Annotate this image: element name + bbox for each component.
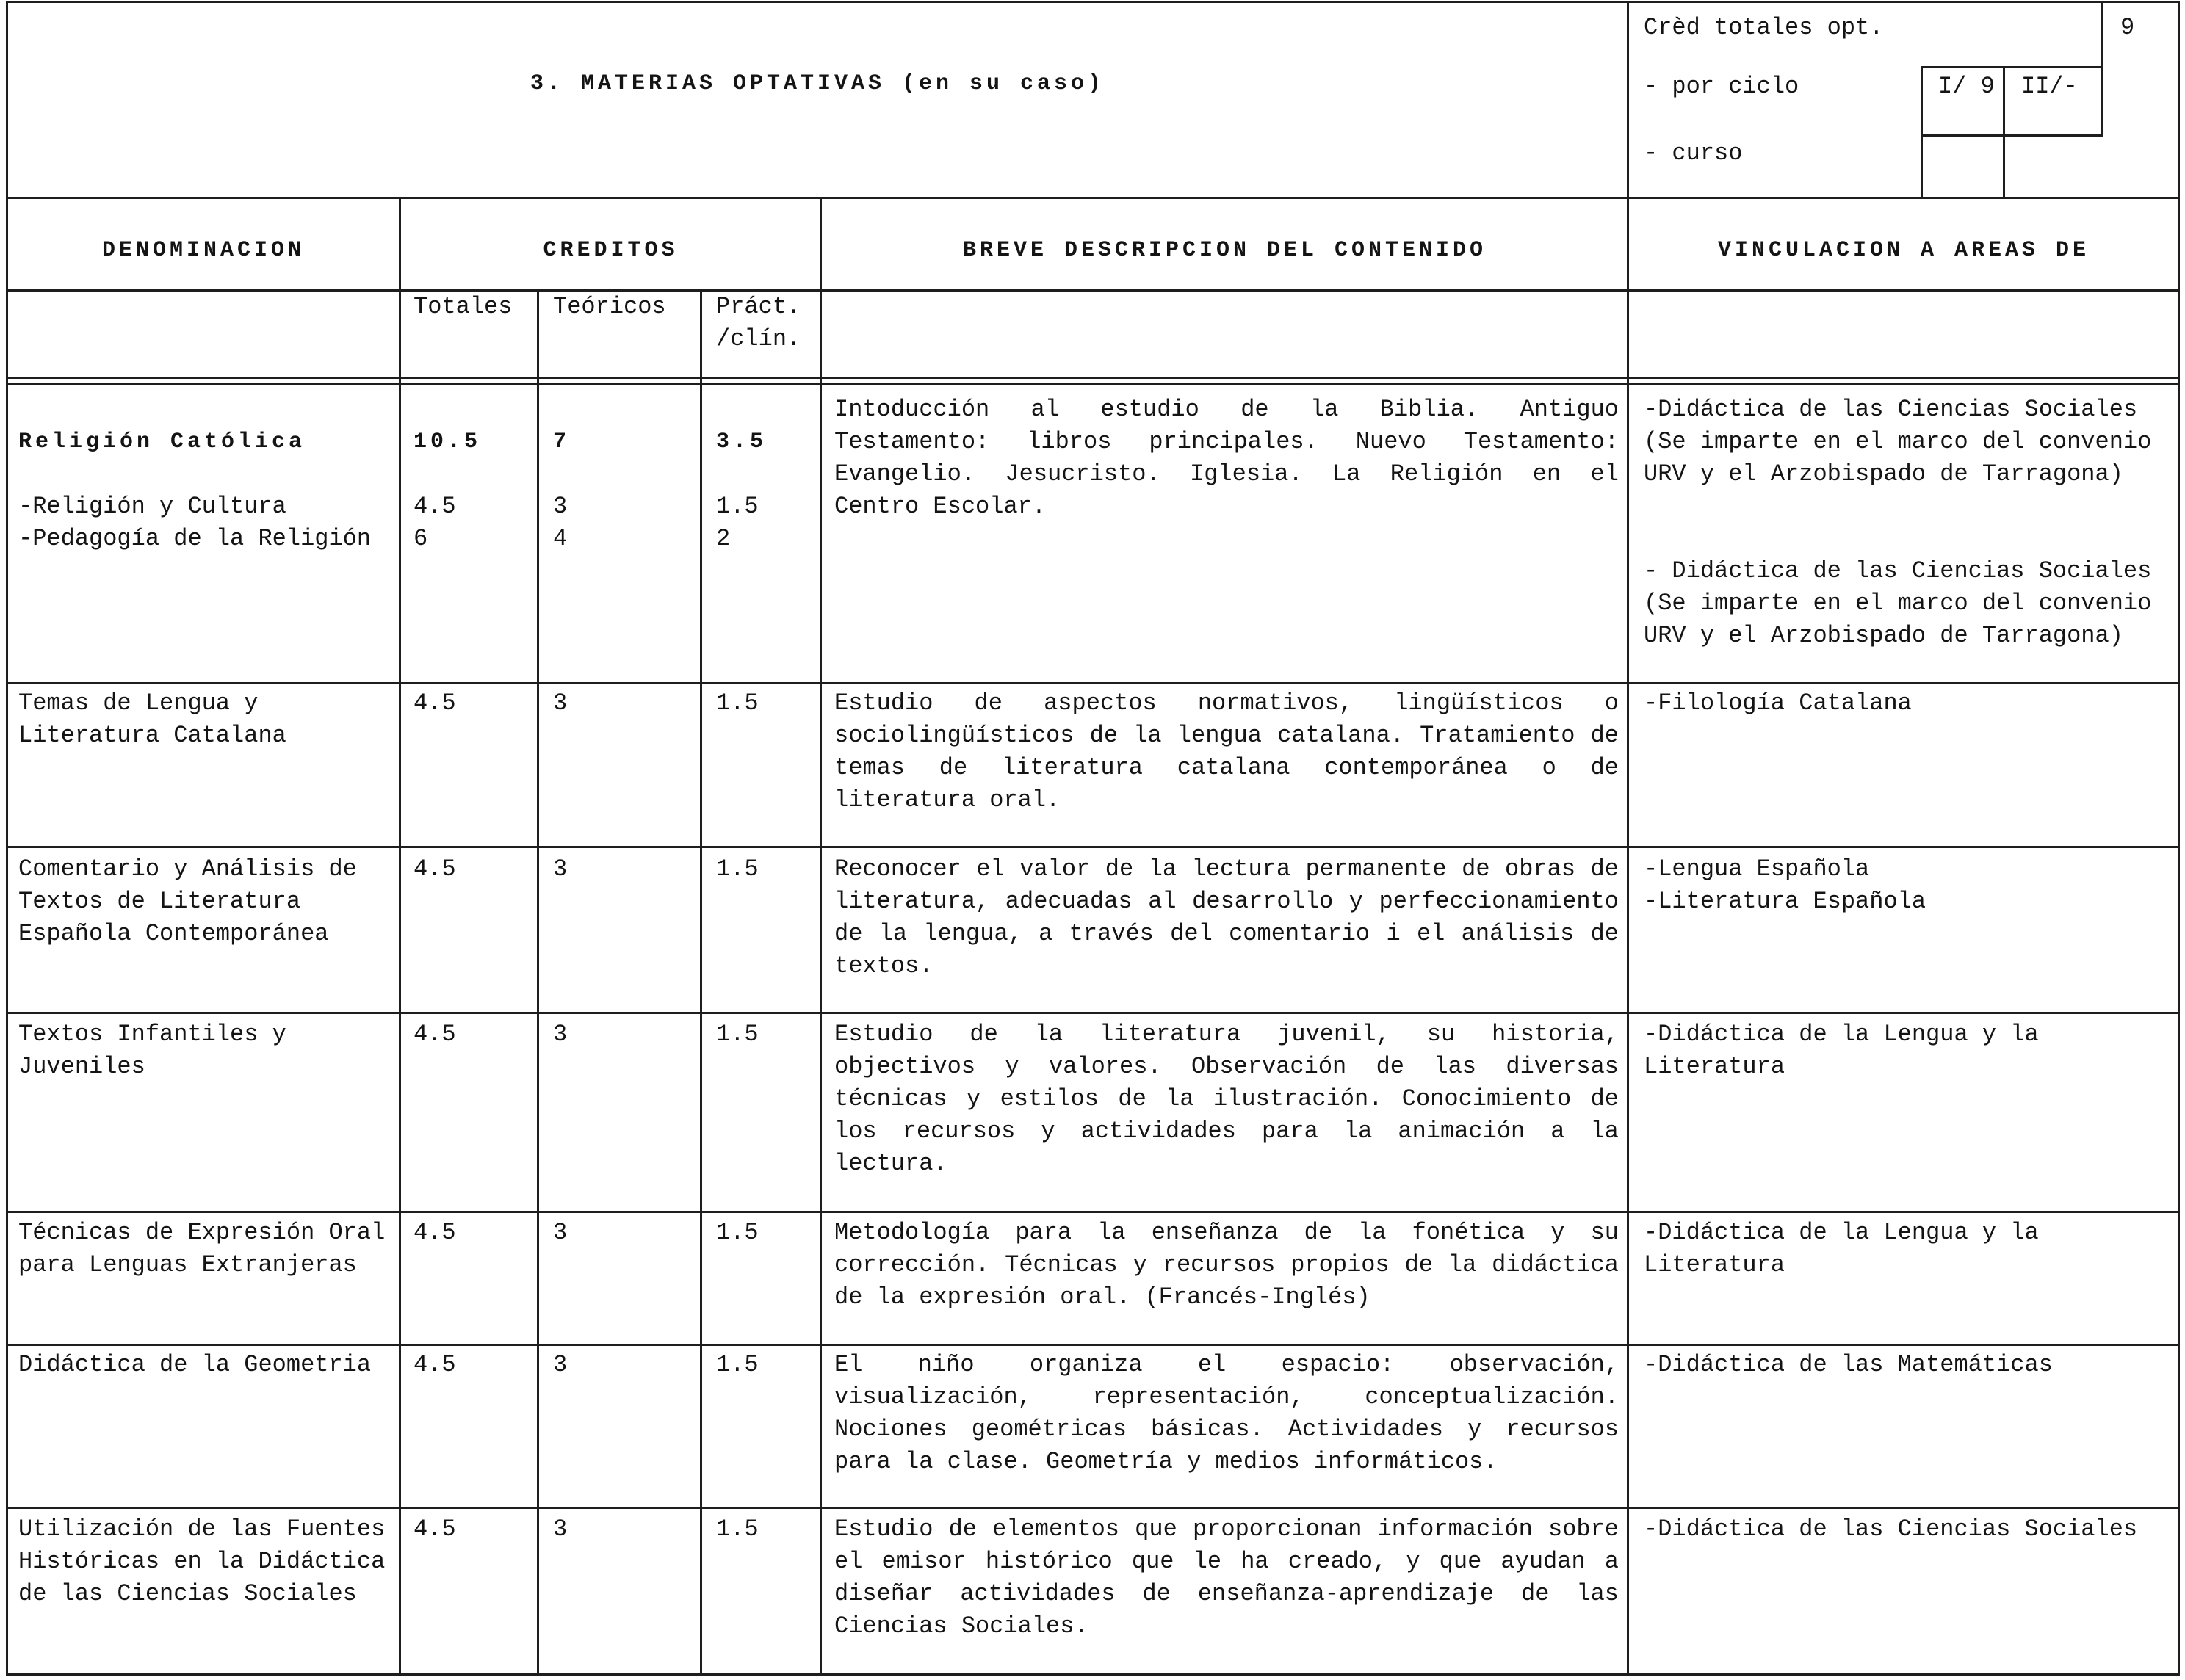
description-line: los recursos y actividades para la animación a la <box>834 1118 1619 1145</box>
horizontal-rule <box>6 197 2180 199</box>
description-line: Reconocer el valor de la lectura permanente de obras de <box>834 855 1619 883</box>
credits-total: 10.5 <box>413 430 482 455</box>
vertical-rule <box>1921 66 1923 199</box>
subheader-practicos: /clín. <box>716 325 801 352</box>
credits-theory: 3 <box>553 493 568 520</box>
credits-practice: 1.5 <box>716 855 759 883</box>
subject-name: Comentario y Análisis de <box>18 855 357 883</box>
credits-theory: 3 <box>553 855 568 883</box>
subject-cell <box>8 387 400 682</box>
subject-name: Utilización de las Fuentes <box>18 1516 386 1543</box>
description-line: para la clase. Geometría y medios informáticos. <box>834 1448 1498 1475</box>
subject-name: para Lenguas Extranjeras <box>18 1251 357 1278</box>
horizontal-rule <box>6 1 2180 3</box>
description-line: visualización, representación, conceptualización. <box>834 1383 1619 1411</box>
horizontal-rule <box>6 1012 2180 1014</box>
area-line: -Didáctica de la Lengua y la <box>1644 1021 2039 1048</box>
description-line: literatura, adecuadas al desarrollo y perfeccionamiento <box>834 888 1619 915</box>
cred-totales-value: 9 <box>2120 14 2135 41</box>
ciclo-2-value: II/- <box>2021 73 2078 100</box>
horizontal-rule <box>6 1211 2180 1213</box>
horizontal-rule <box>6 1344 2180 1346</box>
area-cell <box>1630 1347 2178 1507</box>
credits-theory: 3 <box>553 1219 568 1246</box>
subject-cell <box>8 849 400 1012</box>
description-line: técnicas y estilos de la ilustración. Conocimiento de <box>834 1085 1619 1112</box>
credits-total: 4.5 <box>413 1219 456 1246</box>
area-line: (Se imparte en el marco del convenio <box>1644 590 2152 617</box>
description-line: el emisor histórico que le ha creado, y que ayudan a <box>834 1548 1619 1575</box>
credits-theory: 3 <box>553 689 568 717</box>
credits-total-cell <box>402 1214 538 1344</box>
subitem-name: -Religión y Cultura <box>18 493 286 520</box>
area-line: (Se imparte en el marco del convenio <box>1644 428 2152 455</box>
credits-total: 4.5 <box>413 1021 456 1048</box>
section-title: 3. MATERIAS OPTATIVAS (en su caso) <box>530 71 1105 96</box>
description-line: temas de literatura catalana contemporánea o de <box>834 754 1619 781</box>
line-spacer <box>413 394 538 426</box>
vertical-rule <box>2003 66 2005 199</box>
subject-name: Temas de Lengua y <box>18 689 259 717</box>
credits-practice-cell <box>703 1015 820 1211</box>
line-spacer <box>1644 523 2172 555</box>
description-cell <box>823 387 1628 682</box>
horizontal-rule <box>6 289 2180 292</box>
horizontal-rule <box>6 846 2180 848</box>
credits-total-cell <box>402 387 538 682</box>
description-line: Estudio de aspectos normativos, lingüísticos o <box>834 689 1619 717</box>
credits-practice: 3.5 <box>716 430 768 455</box>
area-line: -Lengua Española <box>1644 855 1870 883</box>
vertical-rule <box>2178 1 2180 1676</box>
line-spacer <box>413 458 538 490</box>
subject-cell <box>8 1015 400 1211</box>
subject-name: Religión Católica <box>18 430 306 455</box>
description-line: diseñar actividades de enseñanza-aprendizaje de las <box>834 1580 1619 1607</box>
subject-cell <box>8 1214 400 1344</box>
description-line: Estudio de la literatura juvenil, su historia, <box>834 1021 1619 1048</box>
subject-name: Literatura Catalana <box>18 722 286 749</box>
horizontal-rule <box>6 377 2180 379</box>
area-line: - Didáctica de las Ciencias Sociales <box>1644 557 2152 584</box>
area-line: URV y el Arzobispado de Tarragona) <box>1644 460 2123 488</box>
cred-totales-label: Crèd totales opt. <box>1644 14 1884 41</box>
credits-practice: 1.5 <box>716 1219 759 1246</box>
column-header-vinculacion: VINCULACION A AREAS DE <box>1717 238 2090 263</box>
horizontal-rule <box>1921 134 2103 137</box>
horizontal-rule <box>6 1507 2180 1509</box>
description-line: Nociones geométricas básicas. Actividades y recursos <box>834 1416 1619 1443</box>
credits-total-cell <box>402 685 538 846</box>
line-spacer <box>716 458 820 490</box>
line-spacer <box>716 394 820 426</box>
area-cell <box>1630 685 2178 846</box>
subject-cell <box>8 685 400 846</box>
area-cell <box>1630 387 2178 682</box>
subject-cell <box>8 1510 400 1673</box>
description-cell <box>823 1347 1628 1507</box>
description-line: literatura oral. <box>834 786 1061 814</box>
credits-practice-cell <box>703 1347 820 1507</box>
horizontal-rule <box>1921 66 2103 68</box>
line-spacer <box>553 458 701 490</box>
credits-total-cell <box>402 1510 538 1673</box>
ciclo-1-value: I/ 9 <box>1938 73 1995 100</box>
description-cell <box>823 1214 1628 1344</box>
credits-total-cell <box>402 1015 538 1211</box>
credits-theory-cell <box>540 1214 701 1344</box>
credits-theory: 7 <box>553 430 571 455</box>
description-line: Intoducción al estudio de la Biblia. Antiguo <box>834 396 1619 423</box>
description-line: de la expresión oral. (Francés-Inglés) <box>834 1283 1370 1311</box>
credits-theory: 3 <box>553 1351 568 1378</box>
description-cell <box>823 1510 1628 1673</box>
credits-practice: 2 <box>716 525 731 552</box>
credits-total: 4.5 <box>413 689 456 717</box>
description-cell <box>823 685 1628 846</box>
description-cell <box>823 849 1628 1012</box>
credits-practice: 1.5 <box>716 1351 759 1378</box>
area-line: Literatura <box>1644 1251 1785 1278</box>
credits-theory-cell <box>540 1510 701 1673</box>
description-line: Testamento: libros principales. Nuevo Testamento: <box>834 428 1619 455</box>
description-line: lectura. <box>834 1150 947 1177</box>
description-line: Ciencias Sociales. <box>834 1612 1088 1640</box>
area-line: -Didáctica de las Matemáticas <box>1644 1351 2053 1378</box>
credits-theory-cell <box>540 1015 701 1211</box>
subject-name: de las Ciencias Sociales <box>18 1580 357 1607</box>
line-spacer <box>1644 490 2172 523</box>
credits-total: 4.5 <box>413 1351 456 1378</box>
credits-theory-cell <box>540 849 701 1012</box>
credits-total: 4.5 <box>413 1516 456 1543</box>
credits-practice-cell <box>703 1510 820 1673</box>
subject-cell <box>8 1347 400 1507</box>
credits-theory: 3 <box>553 1516 568 1543</box>
subject-name: Española Contemporánea <box>18 920 329 947</box>
curso-label: - curso <box>1644 140 1743 167</box>
subject-name: Históricas en la Didáctica <box>18 1548 386 1575</box>
area-cell <box>1630 1214 2178 1344</box>
credits-total-cell <box>402 1347 538 1507</box>
credits-theory-cell <box>540 685 701 846</box>
credits-practice: 1.5 <box>716 493 759 520</box>
horizontal-rule <box>6 682 2180 684</box>
credits-total: 4.5 <box>413 855 456 883</box>
credits-practice-cell <box>703 387 820 682</box>
description-line: Centro Escolar. <box>834 493 1047 520</box>
vertical-rule <box>2101 1 2103 137</box>
description-line: objectivos y valores. Observación de las diversas <box>834 1053 1619 1080</box>
column-header-creditos: CREDITOS <box>543 238 679 263</box>
area-line: -Didáctica de las Ciencias Sociales <box>1644 1516 2138 1543</box>
horizontal-rule <box>6 1673 2180 1676</box>
horizontal-rule <box>6 383 2180 385</box>
por-ciclo-label: - por ciclo <box>1644 73 1799 100</box>
credits-theory-cell <box>540 1347 701 1507</box>
credits-practice: 1.5 <box>716 1021 759 1048</box>
area-line: -Literatura Española <box>1644 888 1926 915</box>
description-line: sociolingüísticos de la lengua catalana. Tratamiento de <box>834 722 1619 749</box>
area-line: URV y el Arzobispado de Tarragona) <box>1644 622 2123 649</box>
credits-total: 6 <box>413 525 428 552</box>
area-cell <box>1630 1015 2178 1211</box>
credits-total: 4.5 <box>413 493 456 520</box>
column-header-descripcion: BREVE DESCRIPCION DEL CONTENIDO <box>962 238 1487 263</box>
credits-practice-cell <box>703 685 820 846</box>
subject-name: Textos de Literatura <box>18 888 301 915</box>
subheader-teoricos: Teóricos <box>553 293 666 320</box>
description-line: de la lengua, a través del comentario i el análisis de <box>834 920 1619 947</box>
area-line: -Didáctica de las Ciencias Sociales <box>1644 396 2138 423</box>
column-header-denominacion: DENOMINACION <box>101 238 306 263</box>
line-spacer <box>553 394 701 426</box>
description-line: corrección. Técnicas y recursos propios de la didáctica <box>834 1251 1619 1278</box>
area-cell <box>1630 1510 2178 1673</box>
subheader-practicos: Práct. <box>716 293 801 320</box>
subject-name: Didáctica de la Geometria <box>18 1351 372 1378</box>
description-line: Estudio de elementos que proporcionan información sobre <box>834 1516 1619 1543</box>
subject-name: Textos Infantiles y <box>18 1021 286 1048</box>
subject-name: Juveniles <box>18 1053 145 1080</box>
credits-theory: 4 <box>553 525 568 552</box>
credits-total-cell <box>402 849 538 1012</box>
credits-practice-cell <box>703 849 820 1012</box>
credits-theory-cell <box>540 387 701 682</box>
credits-practice-cell <box>703 1214 820 1344</box>
description-cell <box>823 1015 1628 1211</box>
area-line: -Didáctica de la Lengua y la <box>1644 1219 2039 1246</box>
line-spacer <box>18 458 400 490</box>
line-spacer <box>18 394 400 426</box>
area-line: Literatura <box>1644 1053 1785 1080</box>
subitem-name: -Pedagogía de la Religión <box>18 525 372 552</box>
description-line: Metodología para la enseñanza de la fonética y su <box>834 1219 1619 1246</box>
area-line: -Filología Catalana <box>1644 689 1912 717</box>
subheader-totales: Totales <box>413 293 513 320</box>
description-line: Evangelio. Jesucristo. Iglesia. La Religión en el <box>834 460 1619 488</box>
description-line: textos. <box>834 952 933 980</box>
subject-name: Técnicas de Expresión Oral <box>18 1219 386 1246</box>
credits-practice: 1.5 <box>716 1516 759 1543</box>
credits-practice: 1.5 <box>716 689 759 717</box>
description-line: El niño organiza el espacio: observación, <box>834 1351 1619 1378</box>
area-cell <box>1630 849 2178 1012</box>
credits-theory: 3 <box>553 1021 568 1048</box>
